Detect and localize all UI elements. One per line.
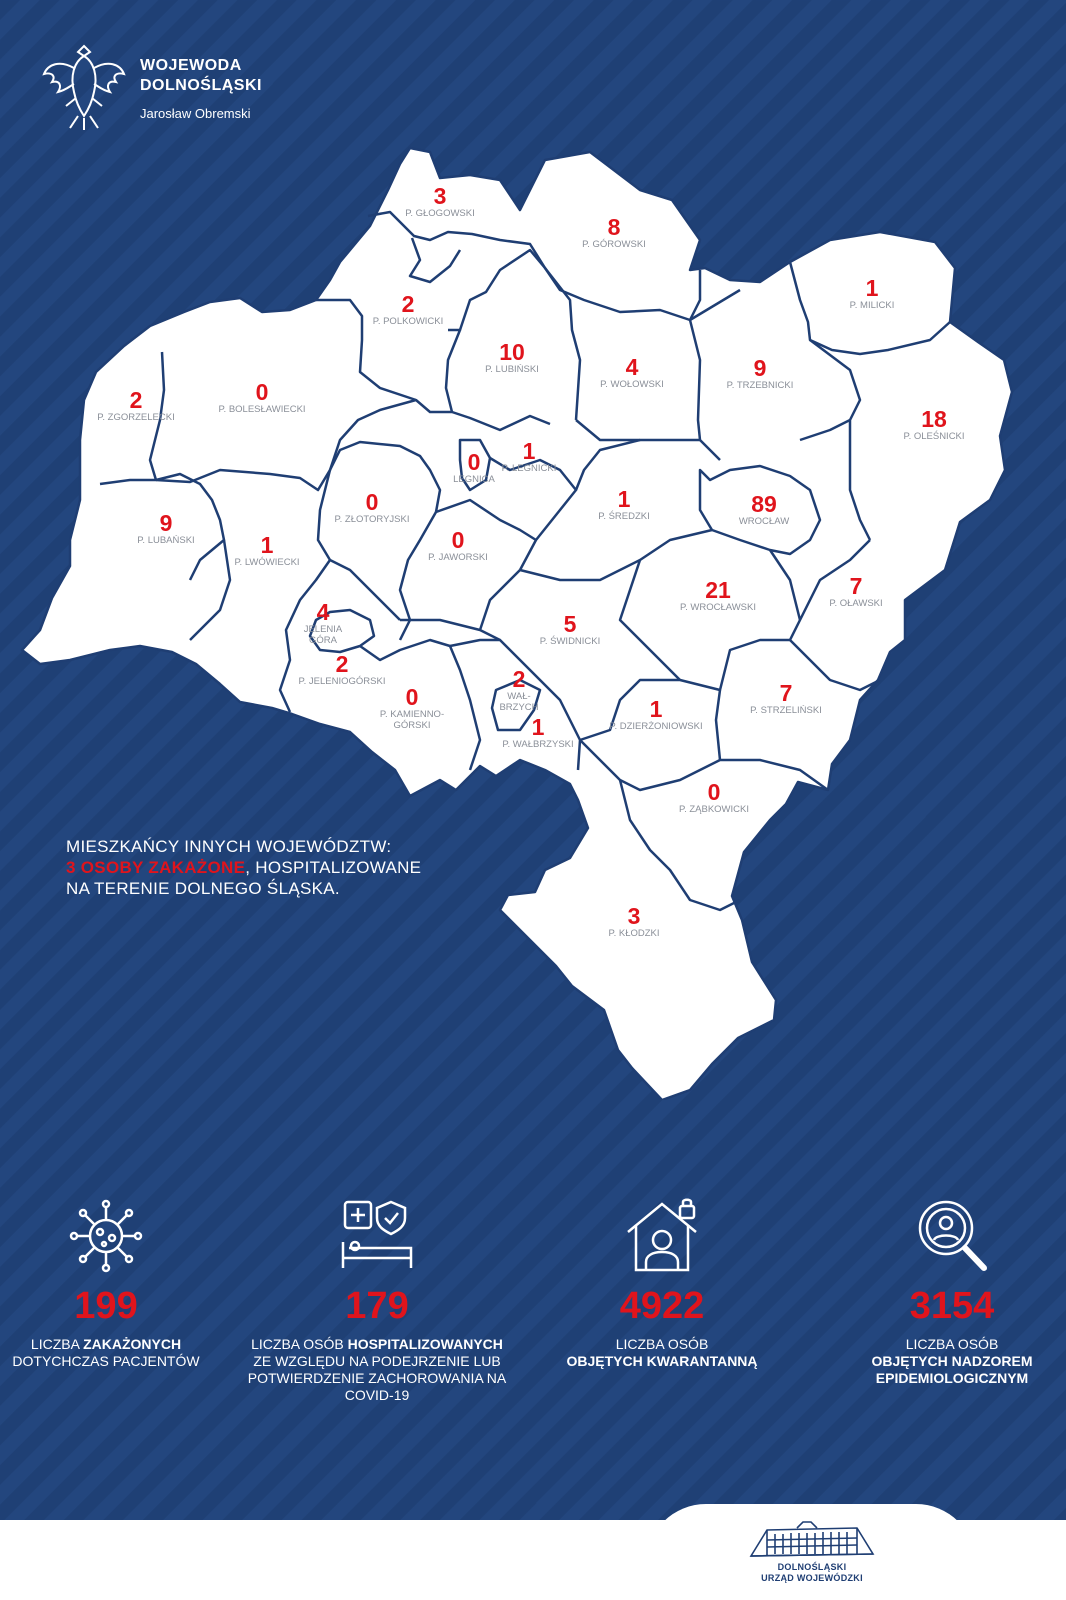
district-count: 2: [512, 666, 526, 692]
district-count: 9: [159, 510, 173, 536]
office-building-icon: [747, 1520, 877, 1562]
stat-quarantine: [522, 1196, 802, 1370]
stat-label-bold: OBJĘTYCH KWARANTANNĄ: [566, 1353, 758, 1369]
stat-label-bold: HOSPITALIZOWANYCH: [347, 1336, 503, 1352]
district-count: 3: [433, 183, 447, 209]
district-label: P. OŁAWSKI: [829, 598, 883, 609]
district-label: P. ZĄBKOWICKI: [678, 804, 750, 815]
logo-line1: DOLNOŚLĄSKI: [777, 1562, 847, 1572]
district-label: P. POLKOWICKI: [372, 316, 444, 327]
district-label: LEGNICA: [453, 474, 495, 485]
stat-infected: [0, 1196, 246, 1370]
stat-number: 3154: [909, 1285, 995, 1327]
district-count: 0: [467, 449, 481, 475]
stat-label: [522, 1336, 802, 1370]
district-count: 1: [617, 486, 631, 512]
stat-label: [812, 1336, 1066, 1387]
district-label: P. JAWORSKI: [428, 552, 488, 563]
district-label: P. LEGNICKI: [501, 463, 557, 474]
stat-number: 199: [74, 1285, 138, 1327]
governor-title-line2: DOLNOŚLĄSKI: [140, 77, 262, 94]
district-label: P. WAŁBRZYSKI: [502, 739, 574, 750]
virus-icon: [66, 1196, 146, 1276]
district-label: P. WROCŁAWSKI: [679, 602, 757, 613]
district-count: 1: [260, 532, 274, 558]
district-count: 18: [921, 406, 947, 432]
district-count: 0: [255, 379, 269, 405]
stat-label-post: ZE WZGLĘDU NA PODEJRZENIE LUB POTWIERDZENIE ZACHOROWANIA NA COVID-19: [247, 1353, 507, 1403]
district-count: 2: [401, 291, 415, 317]
district-count: 0: [707, 779, 721, 805]
district-count: 21: [705, 577, 731, 603]
district-count: 2: [335, 651, 349, 677]
district-label: WROCŁAW: [738, 516, 790, 527]
governor-name: Jarosław Obremski: [140, 106, 251, 121]
district-label: P. GŁOGOWSKI: [405, 208, 475, 219]
district-count: 7: [779, 680, 793, 706]
district-label: P. JELENIOGÓRSKI: [298, 676, 386, 687]
district-label: P. KAMIENNO-GÓRSKI: [379, 709, 445, 731]
district-count: 9: [753, 355, 767, 381]
note-line2: [66, 857, 421, 878]
district-label: P. ZGORZELECKI: [97, 412, 175, 423]
stat-label-bold: ZAKAŻONYCH: [83, 1336, 182, 1352]
home-quarantine-icon: [622, 1196, 702, 1276]
stat-label: [237, 1336, 517, 1404]
district-count: 89: [751, 491, 777, 517]
district-label: P. STRZELIŃSKI: [750, 705, 822, 716]
district-count: 5: [563, 611, 577, 637]
district-label: JELENIA GÓRA: [303, 624, 343, 646]
district-count: 1: [865, 275, 879, 301]
district-label: P. ZŁOTORYJSKI: [334, 514, 410, 525]
district-label: P. ŚWIDNICKI: [539, 636, 601, 647]
district-count: 4: [625, 354, 639, 380]
district-count: 2: [129, 387, 143, 413]
office-logo: [742, 1520, 882, 1600]
district-count: 1: [531, 714, 545, 740]
magnifier-person-icon: [912, 1196, 992, 1276]
district-label: P. GÓROWSKI: [582, 239, 646, 250]
note-line2-rest: , HOSPITALIZOWANE: [245, 858, 422, 877]
logo-line2: URZĄD WOJEWÓDZKI: [761, 1573, 863, 1583]
district-count: 3: [627, 903, 641, 929]
stat-number: 179: [345, 1285, 409, 1327]
district-count: 0: [451, 527, 465, 553]
district-count: 1: [522, 438, 536, 464]
stat-label-pre: LICZBA OSÓB: [615, 1336, 709, 1352]
stat-label-pre: LICZBA: [30, 1336, 84, 1352]
district-count: 1: [649, 696, 663, 722]
district-label: WAŁ-BRZYCH: [499, 691, 539, 713]
district-count: 8: [607, 214, 621, 240]
other-voivodeships-note: [66, 836, 421, 899]
district-count: 10: [499, 339, 525, 365]
stat-hospitalized: [237, 1196, 517, 1404]
stat-surveillance: [812, 1196, 1066, 1387]
stat-label-bold: OBJĘTYCH NADZOREM EPIDEMIOLOGICZNYM: [871, 1353, 1033, 1386]
stat-number: 4922: [619, 1285, 705, 1327]
district-label: P. BOLESŁAWIECKI: [218, 404, 306, 415]
district-label: P. MILICKI: [849, 300, 895, 311]
note-line3: NA TERENIE DOLNEGO ŚLĄSKA.: [66, 879, 340, 898]
stat-label: [0, 1336, 246, 1370]
district-count: 4: [316, 599, 330, 625]
district-count: 0: [405, 684, 419, 710]
district-label: P. DZIERŻONIOWSKI: [609, 721, 703, 732]
district-label: P. LWÓWIECKI: [234, 557, 300, 568]
stat-label-pre: LICZBA OSÓB: [251, 1336, 348, 1352]
note-line1: MIESZKAŃCY INNYCH WOJEWÓDZTW:: [66, 837, 392, 856]
district-label: P. OLEŚNICKI: [903, 431, 965, 442]
hospital-bed-icon: [337, 1196, 417, 1276]
district-label: P. ŚREDZKI: [598, 511, 650, 522]
map-outline: [22, 148, 1012, 1100]
note-infected-count: 3 OSOBY ZAKAŻONE: [66, 858, 246, 877]
district-count: 0: [365, 489, 379, 515]
stat-label-post: DOTYCHCZAS PACJENTÓW: [12, 1353, 200, 1369]
district-label: P. LUBIŃSKI: [485, 364, 539, 375]
district-label: P. WOŁOWSKI: [600, 379, 664, 390]
district-label: P. TRZEBNICKI: [726, 380, 794, 391]
district-count: 7: [849, 573, 863, 599]
district-label: P. LUBAŃSKI: [137, 535, 195, 546]
district-label: P. KŁODZKI: [608, 928, 660, 939]
governor-title-line1: WOJEWODA: [140, 57, 242, 74]
stat-label-pre: LICZBA OSÓB: [905, 1336, 999, 1352]
